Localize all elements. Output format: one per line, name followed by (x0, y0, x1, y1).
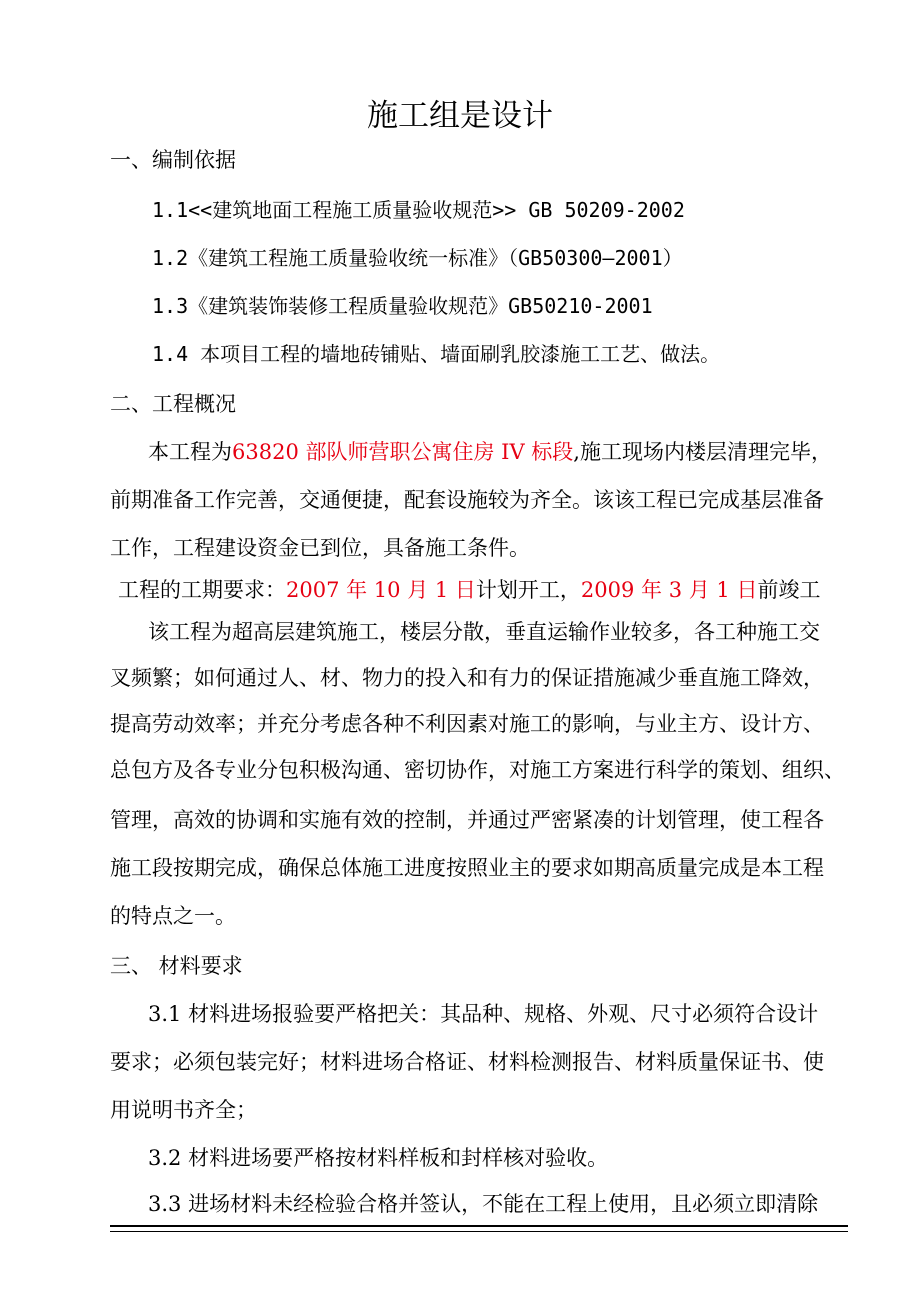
document-title: 施工组是设计 (367, 98, 553, 134)
overview-text: 本工程为 (148, 440, 232, 464)
footer-rule-thick (110, 1225, 848, 1227)
overview-paragraph-1-line-3: 工作，工程建设资金已到位，具备施工条件。 (110, 536, 530, 560)
overview-paragraph-3-line-1: 该工程为超高层建筑施工，楼层分散，垂直运输作业较多，各工种施工交 (148, 620, 820, 644)
overview-paragraph-1-line-1 (148, 438, 832, 466)
materials-item-1-line-3: 用说明书齐全； (110, 1098, 257, 1122)
basis-item-1: 1.1<<建筑地面工程施工质量验收规范>> GB 50209-2002 (152, 198, 685, 222)
overview-paragraph-3-line-5: 管理，高效的协调和实施有效的控制，并通过严密紧凑的计划管理，使工程各 (110, 808, 824, 832)
basis-item-4: 1.4 本项目工程的墙地砖铺贴、墙面刷乳胶漆施工工艺、做法。 (152, 342, 721, 366)
basis-item-3: 1.3《建筑装饰装修工程质量验收规范》GB50210-2001 (152, 294, 653, 318)
materials-item-2: 3.2 材料进场要严格按材料样板和封样核对验收。 (148, 1146, 609, 1170)
materials-item-3: 3.3 进场材料未经检验合格并签认，不能在工程上使用，且必须立即清除 (148, 1192, 819, 1216)
schedule-label: 工程的工期要求： (118, 578, 286, 602)
materials-item-1-line-2: 要求；必须包装完好；材料进场合格证、材料检测报告、材料质量保证书、使 (110, 1050, 824, 1074)
overview-paragraph-3-line-2: 叉频繁；如何通过人、材、物力的投入和有力的保证措施减少垂直施工降效， (110, 666, 824, 690)
overview-paragraph-3-line-3: 提高劳动效率；并充分考虑各种不利因素对施工的影响，与业主方、设计方、 (110, 712, 824, 736)
end-text: 前竣工 (757, 578, 821, 602)
project-name-highlight: 63820 部队师营职公寓住房 IV 标段 (232, 440, 574, 464)
basis-item-2: 1.2《建筑工程施工质量验收统一标准》（GB50300—2001） (152, 246, 683, 270)
overview-paragraph-3-line-6: 施工段按期完成，确保总体施工进度按照业主的要求如期高质量完成是本工程 (110, 856, 824, 880)
overview-paragraph-3-line-4: 总包方及各专业分包积极沟通、密切协作，对施工方案进行科学的策划、组织、 (110, 758, 845, 782)
end-date-highlight: 2009 年 3 月 1 日 (580, 578, 758, 602)
overview-text: ,施工现场内楼层清理完毕， (573, 440, 832, 464)
section-heading-overview: 二、工程概况 (110, 392, 236, 416)
overview-paragraph-1-line-2: 前期准备工作完善，交通便捷，配套设施较为齐全。该该工程已完成基层准备 (110, 488, 824, 512)
section-heading-materials: 三、 材料要求 (110, 954, 243, 978)
section-heading-basis: 一、编制依据 (110, 148, 236, 172)
start-text: 计划开工， (475, 578, 581, 602)
overview-paragraph-3-line-7: 的特点之一。 (110, 904, 236, 928)
footer-rule-thin (110, 1231, 848, 1232)
start-date-highlight: 2007 年 10 月 1 日 (286, 578, 476, 602)
materials-item-1-line-1: 3.1 材料进场报验要严格把关：其品种、规格、外观、尺寸必须符合设计 (148, 1002, 819, 1026)
schedule-line (118, 576, 820, 604)
